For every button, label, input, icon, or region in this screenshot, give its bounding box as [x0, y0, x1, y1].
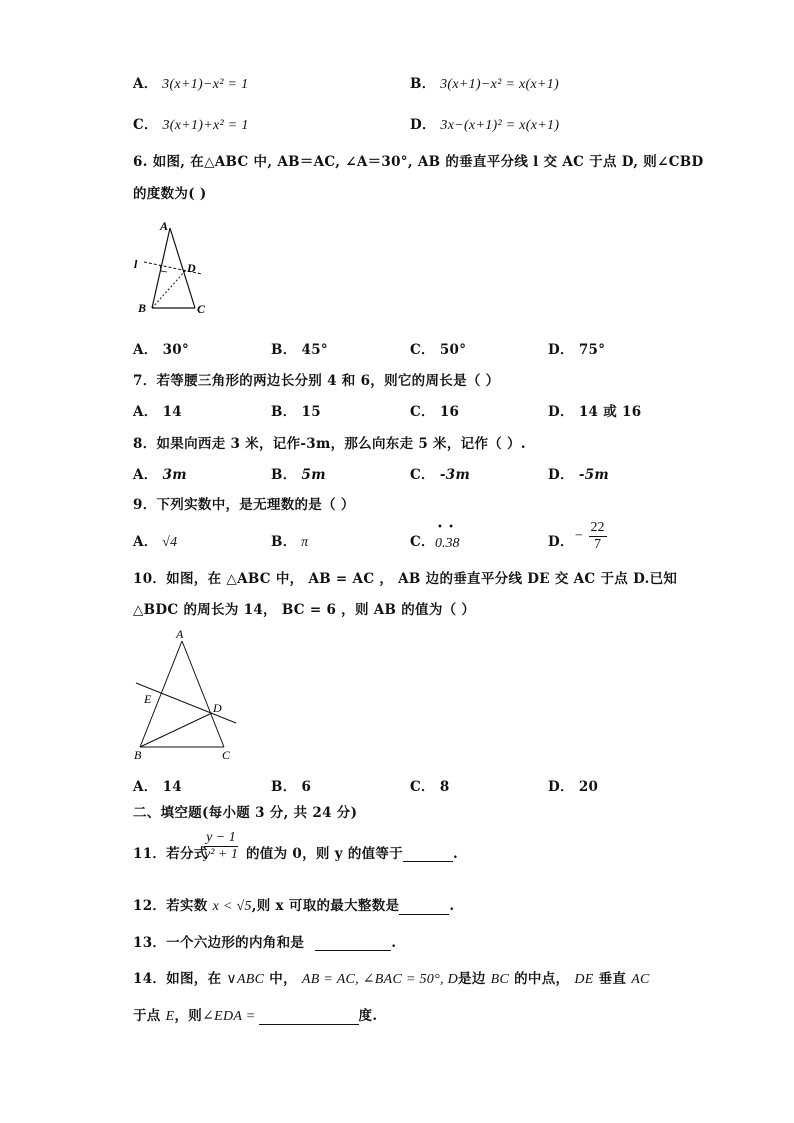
option-text: 75° [578, 342, 606, 358]
fraction-denominator: 7 [594, 537, 602, 552]
option-letter: B． [271, 779, 297, 795]
q6-stem-line1: 6. 如图, 在△ABC 中, AB＝AC, ∠A＝30°, AB 的垂直平分线 l 交 AC 于点 D, 则∠CBD [133, 154, 704, 170]
q8-option-a [133, 463, 187, 483]
q13-prefix: 13．一个六边形的内角和是 [133, 935, 305, 951]
fraction-numerator: y − 1 [204, 830, 238, 847]
q9-stem: 9．下列实数中，是无理数的是（ ） [133, 497, 355, 513]
q5-option-c [133, 113, 249, 134]
q8-option-b [271, 463, 326, 483]
q6-option-b [271, 338, 328, 358]
q11-suffix-text: 的值为 0，则 y 的值等于 [246, 846, 404, 862]
q14-math: BC [490, 972, 510, 987]
fraction [589, 520, 607, 553]
option-text: 6 [301, 779, 312, 795]
q11-suffix [246, 842, 458, 862]
section-heading: 二、填空题(每小题 3 分, 共 24 分) [133, 805, 358, 821]
q11-fraction [204, 830, 238, 863]
option-letter: C． [410, 534, 435, 550]
q14-text: 中， [269, 971, 297, 987]
q13-line [133, 931, 396, 951]
q14-prefix: 14．如图，在 [133, 971, 222, 987]
q14-text: 垂直 [598, 971, 627, 987]
answer-blank[interactable] [315, 936, 391, 951]
q10-stem-line1: 10．如图，在 △ABC 中， AB = AC ， AB 边的垂直平分线 DE 交 AC 于点 D.已知 [133, 571, 678, 587]
answer-blank[interactable] [403, 847, 453, 862]
q7-option-d [548, 400, 641, 420]
q10-option-c [410, 775, 450, 795]
option-letter: A． [133, 534, 158, 550]
option-letter: C． [133, 117, 158, 133]
q6-option-d [548, 338, 605, 358]
q9-option-c-text: 0.38 [435, 536, 460, 551]
q14-text: 于点 [133, 1008, 161, 1024]
q14-math: DE [574, 972, 594, 987]
option-letter: C． [410, 467, 435, 483]
label-e: E [144, 692, 152, 706]
option-letter: D． [548, 342, 574, 358]
minus-sign: − [574, 528, 584, 544]
q5-option-d [410, 113, 559, 134]
q14-text: ，则 [174, 1008, 203, 1024]
label-d: D [213, 701, 222, 715]
answer-blank[interactable] [259, 1010, 359, 1025]
q10-stem-line2: △BDC 的周长为 14， BC = 6 ，则 AB 的值为（ ） [133, 602, 476, 618]
option-text: 50° [439, 342, 467, 358]
option-text: 3m [162, 467, 187, 483]
option-text: 15 [301, 404, 321, 420]
q12-prefix: 12．若实数 [133, 898, 208, 914]
option-text: 3(x+1)−x² = x(x+1) [440, 77, 559, 92]
q11-end: . [453, 846, 459, 862]
q8-stem: 8．如果向西走 3 米，记作-3m，那么向东走 5 米，记作（ ）. [133, 436, 526, 452]
q14-math: ∨ABC [226, 972, 265, 987]
q9-option-d [548, 530, 574, 550]
option-letter: A． [133, 342, 158, 358]
q6-figure [130, 218, 220, 318]
q12-end: . [449, 898, 455, 914]
option-text: 45° [301, 342, 328, 358]
q9-option-c [410, 530, 435, 550]
option-text: 14 [162, 404, 182, 420]
segment-bd [152, 270, 186, 308]
option-letter: A． [133, 779, 158, 795]
q6-option-a [133, 338, 189, 358]
q14-math: ∠EDA = [202, 1009, 256, 1024]
q14-math: AC [631, 972, 650, 987]
q6-option-c [410, 338, 466, 358]
q10-option-a [133, 775, 182, 795]
option-letter: C． [410, 404, 435, 420]
option-letter: B． [271, 534, 297, 550]
option-text: 16 [439, 404, 460, 420]
label-l: l [134, 257, 138, 271]
q9-option-b [271, 530, 308, 551]
option-text: -5m [578, 467, 609, 483]
option-letter: B． [271, 467, 297, 483]
option-letter: C． [410, 342, 435, 358]
q8-option-d [548, 463, 609, 483]
answer-blank[interactable] [399, 900, 449, 915]
option-letter: D． [548, 534, 574, 550]
label-a: A [176, 627, 184, 641]
label-b: B [138, 301, 147, 315]
option-text: 3x−(x+1)² = x(x+1) [440, 118, 560, 133]
q9-option-a [133, 530, 177, 551]
side-ac [182, 641, 224, 747]
q14-end: 度. [358, 1008, 378, 1024]
q5-option-a [133, 72, 248, 93]
q12-math: x < √5 [212, 899, 252, 914]
q12-line [133, 894, 454, 915]
q7-stem: 7．若等腰三角形的两边长分别 4 和 6，则它的周长是（ ） [133, 373, 500, 389]
option-letter: A． [133, 467, 158, 483]
q10-option-d [548, 775, 598, 795]
q9-option-d-fraction [574, 520, 607, 553]
label-d: D [187, 261, 196, 275]
option-letter: C． [410, 779, 435, 795]
segment-bd [140, 713, 212, 747]
option-letter: B． [271, 404, 297, 420]
option-letter: B． [271, 342, 297, 358]
option-letter: A． [133, 404, 158, 420]
fraction [204, 830, 238, 863]
option-text: 8 [439, 779, 450, 795]
option-text: 14 或 16 [578, 404, 642, 420]
option-text: 3(x+1)+x² = 1 [162, 118, 249, 133]
q14-math: AB = AC, ∠BAC = 50°, D [301, 972, 459, 987]
option-text: √4 [162, 535, 178, 550]
q11-prefix: 11．若分式 [133, 846, 208, 862]
q7-option-c [410, 400, 459, 420]
label-b: B [134, 748, 142, 762]
q14-line1 [133, 967, 650, 988]
q14-text: 的中点， [514, 971, 570, 987]
label-a: A [160, 219, 169, 233]
fraction-numerator: 22 [590, 520, 605, 535]
fraction-denominator: y² + 1 [204, 847, 238, 862]
label-c: C [197, 302, 206, 316]
q14-line2 [133, 1004, 377, 1025]
q12-suffix: ,则 x 可取的最大整数是 [251, 898, 400, 914]
option-text: -3m [439, 467, 471, 483]
label-c: C [222, 748, 231, 762]
option-text: 5m [301, 467, 326, 483]
option-text: 14 [162, 779, 182, 795]
q14-math: E [165, 1009, 175, 1024]
option-letter: D． [548, 779, 574, 795]
side-ab [152, 228, 170, 308]
q7-option-b [271, 400, 321, 420]
q13-end: . [391, 935, 397, 951]
option-text: 20 [578, 779, 599, 795]
option-text: 3(x+1)−x² = 1 [162, 77, 249, 92]
q8-option-c [410, 463, 470, 483]
q5-option-b [410, 72, 559, 93]
q6-stem-line2: 的度数为( ) [133, 186, 207, 202]
option-letter: A． [133, 76, 158, 92]
q14-text: 是边 [458, 971, 486, 987]
option-letter: D． [548, 467, 574, 483]
q10-figure [130, 625, 245, 765]
option-letter: B． [410, 76, 436, 92]
q10-option-b [271, 775, 311, 795]
option-text: π [301, 535, 309, 550]
option-letter: D． [548, 404, 574, 420]
repeating-decimal-dots: • • [437, 522, 455, 533]
option-text: 30° [162, 342, 190, 358]
option-letter: D． [410, 117, 436, 133]
q7-option-a [133, 400, 182, 420]
